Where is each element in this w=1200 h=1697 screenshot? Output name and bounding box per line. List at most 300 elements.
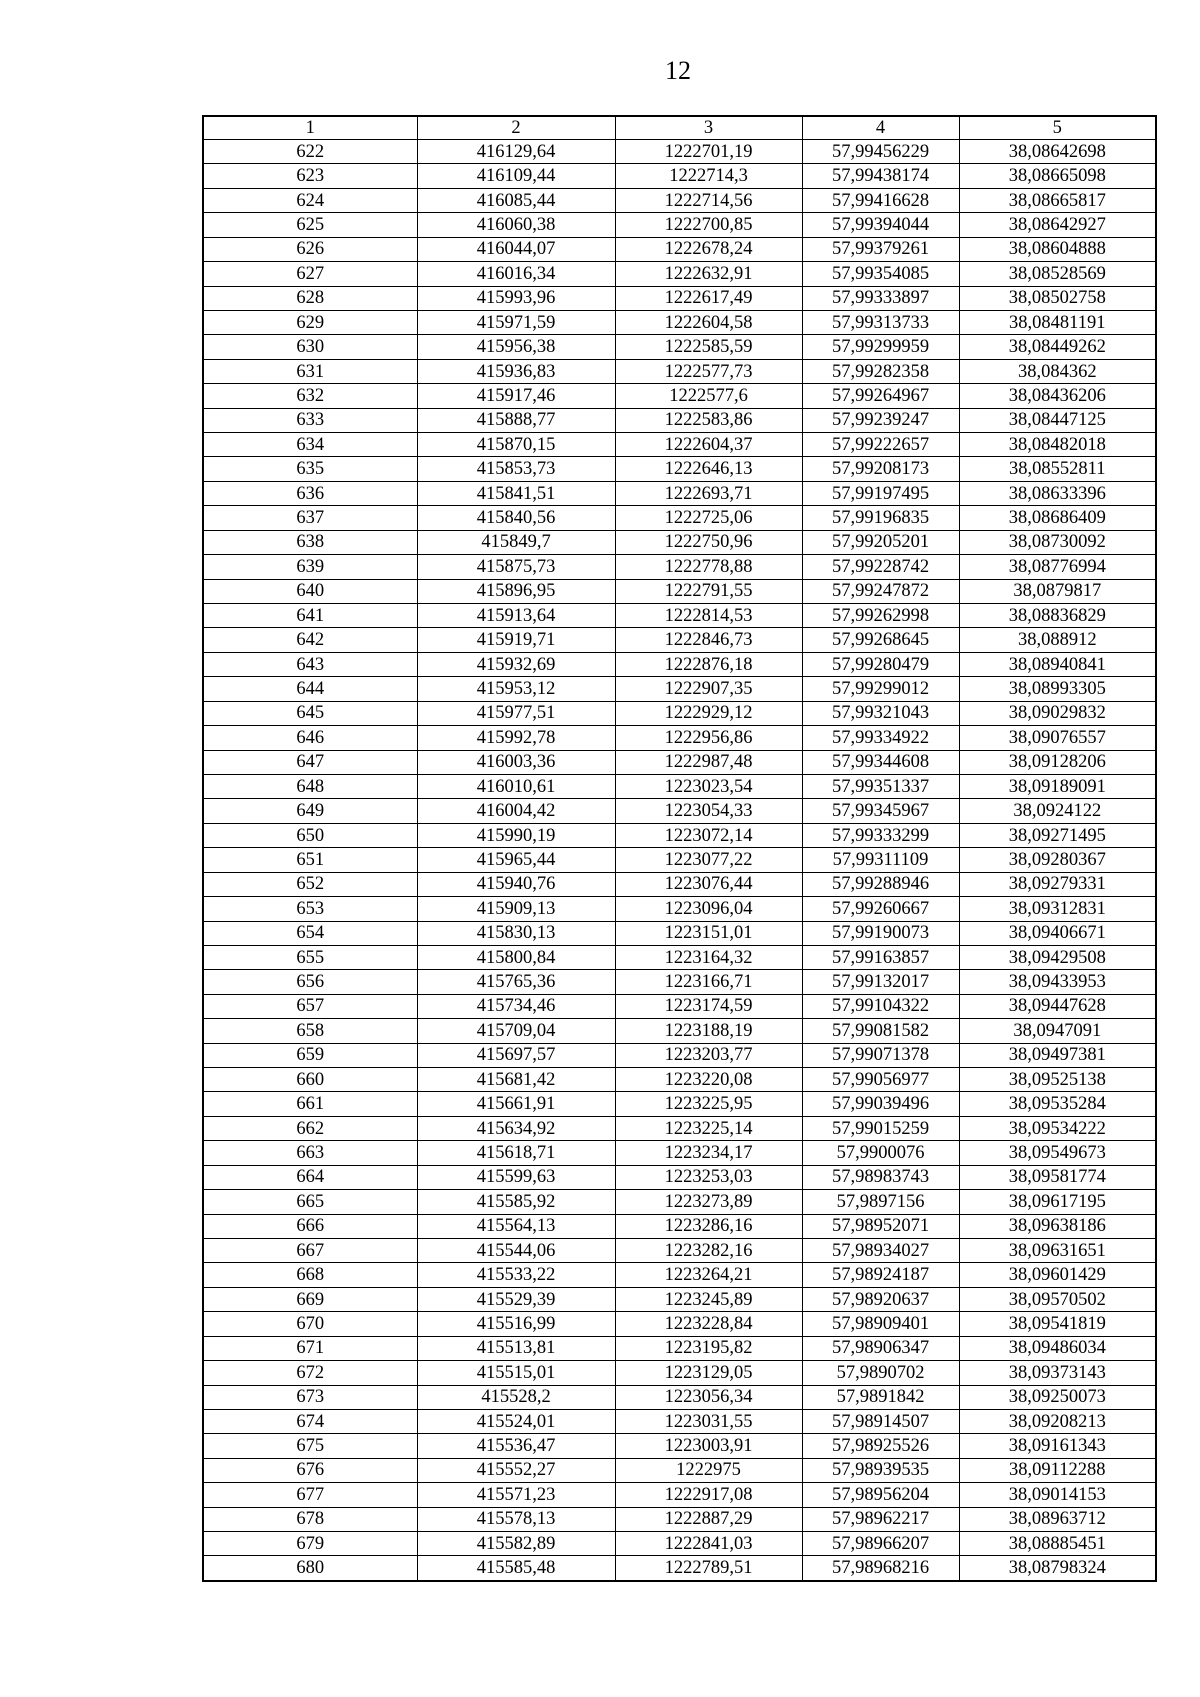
table-cell: 1222714,56 — [615, 188, 802, 212]
table-row — [203, 921, 1156, 945]
table-cell: 57,99081582 — [802, 1019, 959, 1043]
table-cell: 641 — [203, 604, 417, 628]
table-cell: 415956,38 — [417, 335, 615, 359]
table-cell: 38,09570502 — [959, 1287, 1156, 1311]
table-cell: 1223228,84 — [615, 1312, 802, 1336]
table-cell: 415585,92 — [417, 1190, 615, 1214]
table-row — [203, 188, 1156, 212]
table-cell: 415841,51 — [417, 481, 615, 505]
table-cell: 415849,7 — [417, 530, 615, 554]
table-row — [203, 164, 1156, 188]
table-cell: 671 — [203, 1336, 417, 1360]
table-cell: 1223188,19 — [615, 1019, 802, 1043]
table-cell: 38,09208213 — [959, 1409, 1156, 1433]
table-row — [203, 530, 1156, 554]
table-row — [203, 994, 1156, 1018]
table-cell: 1223245,89 — [615, 1287, 802, 1311]
table-cell: 1222585,59 — [615, 335, 802, 359]
table-cell: 678 — [203, 1507, 417, 1531]
table-cell: 57,98920637 — [802, 1287, 959, 1311]
table-cell: 57,98952071 — [802, 1214, 959, 1238]
table-cell: 1223174,59 — [615, 994, 802, 1018]
table-cell: 642 — [203, 628, 417, 652]
table-cell: 38,09076557 — [959, 726, 1156, 750]
table-cell: 57,99132017 — [802, 970, 959, 994]
table-cell: 57,99264967 — [802, 384, 959, 408]
table-cell: 38,08604888 — [959, 237, 1156, 261]
table-row — [203, 1068, 1156, 1092]
table-cell: 1222678,24 — [615, 237, 802, 261]
table-cell: 680 — [203, 1556, 417, 1581]
table-cell: 38,09631651 — [959, 1238, 1156, 1262]
table-cell: 38,09581774 — [959, 1165, 1156, 1189]
table-cell: 57,99416628 — [802, 188, 959, 212]
table-cell: 415681,42 — [417, 1068, 615, 1092]
table-row — [203, 1043, 1156, 1067]
table-cell: 415917,46 — [417, 384, 615, 408]
table-cell: 646 — [203, 726, 417, 750]
table-cell: 38,09189091 — [959, 774, 1156, 798]
table-cell: 38,088912 — [959, 628, 1156, 652]
table-cell: 655 — [203, 945, 417, 969]
table-cell: 416060,38 — [417, 213, 615, 237]
table-cell: 1222693,71 — [615, 481, 802, 505]
table-row — [203, 604, 1156, 628]
table-cell: 1222778,88 — [615, 555, 802, 579]
table-cell: 1222700,85 — [615, 213, 802, 237]
table-cell: 668 — [203, 1263, 417, 1287]
table-row — [203, 701, 1156, 725]
table-cell: 57,98924187 — [802, 1263, 959, 1287]
table-cell: 38,09638186 — [959, 1214, 1156, 1238]
table-cell: 673 — [203, 1385, 417, 1409]
table-cell: 416109,44 — [417, 164, 615, 188]
table-cell: 38,08993305 — [959, 677, 1156, 701]
table-cell: 57,99056977 — [802, 1068, 959, 1092]
page-number: 12 — [665, 56, 691, 85]
table-cell: 1222577,6 — [615, 384, 802, 408]
table-cell: 676 — [203, 1458, 417, 1482]
table-cell: 57,98956204 — [802, 1483, 959, 1507]
table-cell: 632 — [203, 384, 417, 408]
table-cell: 416003,36 — [417, 750, 615, 774]
table-cell: 1223225,14 — [615, 1116, 802, 1140]
table-cell: 57,99268645 — [802, 628, 959, 652]
table-cell: 660 — [203, 1068, 417, 1092]
table-row — [203, 140, 1156, 164]
table-cell: 38,084362 — [959, 359, 1156, 383]
table-cell: 1223166,71 — [615, 970, 802, 994]
table-row — [203, 726, 1156, 750]
table-cell: 415800,84 — [417, 945, 615, 969]
table-cell: 415618,71 — [417, 1141, 615, 1165]
table-cell: 633 — [203, 408, 417, 432]
table-cell: 640 — [203, 579, 417, 603]
table-cell: 415524,01 — [417, 1409, 615, 1433]
table-cell: 637 — [203, 506, 417, 530]
table-cell: 38,08552811 — [959, 457, 1156, 481]
table-cell: 38,09525138 — [959, 1068, 1156, 1092]
table-cell: 664 — [203, 1165, 417, 1189]
table-cell: 415765,36 — [417, 970, 615, 994]
table-cell: 1223151,01 — [615, 921, 802, 945]
table-row — [203, 872, 1156, 896]
table-cell: 57,99260667 — [802, 897, 959, 921]
table-cell: 1222725,06 — [615, 506, 802, 530]
table-cell: 57,99333897 — [802, 286, 959, 310]
table-cell: 38,08730092 — [959, 530, 1156, 554]
table-cell: 415853,73 — [417, 457, 615, 481]
table-cell: 1222814,53 — [615, 604, 802, 628]
table-cell: 415513,81 — [417, 1336, 615, 1360]
column-header: 2 — [417, 116, 615, 140]
table-cell: 57,98909401 — [802, 1312, 959, 1336]
table-cell: 657 — [203, 994, 417, 1018]
table-cell: 625 — [203, 213, 417, 237]
table-cell: 656 — [203, 970, 417, 994]
table-cell: 1222789,51 — [615, 1556, 802, 1581]
table-cell: 415840,56 — [417, 506, 615, 530]
table-cell: 1223234,17 — [615, 1141, 802, 1165]
table-cell: 38,08502758 — [959, 286, 1156, 310]
table-cell: 415940,76 — [417, 872, 615, 896]
table-cell: 627 — [203, 262, 417, 286]
table-cell: 415516,99 — [417, 1312, 615, 1336]
table-cell: 1223072,14 — [615, 823, 802, 847]
table-cell: 415552,27 — [417, 1458, 615, 1482]
table-row — [203, 1116, 1156, 1140]
table-row — [203, 579, 1156, 603]
table-cell: 415709,04 — [417, 1019, 615, 1043]
table-cell: 1223282,16 — [615, 1238, 802, 1262]
column-header: 4 — [802, 116, 959, 140]
table-cell: 57,99288946 — [802, 872, 959, 896]
table-cell: 416010,61 — [417, 774, 615, 798]
table-cell: 1223286,16 — [615, 1214, 802, 1238]
table-cell: 415830,13 — [417, 921, 615, 945]
table-cell: 57,99262998 — [802, 604, 959, 628]
table-cell: 38,09128206 — [959, 750, 1156, 774]
table-cell: 38,09535284 — [959, 1092, 1156, 1116]
table-cell: 669 — [203, 1287, 417, 1311]
table-body — [203, 116, 1156, 1581]
table-cell: 634 — [203, 433, 417, 457]
table-row — [203, 1019, 1156, 1043]
table-cell: 415661,91 — [417, 1092, 615, 1116]
table-cell: 1222987,48 — [615, 750, 802, 774]
table-cell: 57,99344608 — [802, 750, 959, 774]
table-cell: 415585,48 — [417, 1556, 615, 1581]
table-cell: 38,08836829 — [959, 604, 1156, 628]
table-cell: 57,99456229 — [802, 140, 959, 164]
table-cell: 1222876,18 — [615, 652, 802, 676]
table-cell: 38,08482018 — [959, 433, 1156, 457]
table-row — [203, 628, 1156, 652]
table-cell: 415936,83 — [417, 359, 615, 383]
table-cell: 38,08528569 — [959, 262, 1156, 286]
table-cell: 415564,13 — [417, 1214, 615, 1238]
table-cell: 57,99104322 — [802, 994, 959, 1018]
table-row — [203, 213, 1156, 237]
table-cell: 415993,96 — [417, 286, 615, 310]
table-cell: 635 — [203, 457, 417, 481]
table-cell: 38,08665098 — [959, 164, 1156, 188]
table-cell: 415578,13 — [417, 1507, 615, 1531]
table-row — [203, 237, 1156, 261]
table-cell: 57,99205201 — [802, 530, 959, 554]
table-cell: 1222583,86 — [615, 408, 802, 432]
table-cell: 57,99190073 — [802, 921, 959, 945]
table-cell: 1222577,73 — [615, 359, 802, 383]
table-cell: 57,99282358 — [802, 359, 959, 383]
table-cell: 679 — [203, 1532, 417, 1556]
table-cell: 57,99351337 — [802, 774, 959, 798]
table-cell: 415990,19 — [417, 823, 615, 847]
table-row — [203, 1434, 1156, 1458]
table-cell: 1223220,08 — [615, 1068, 802, 1092]
table-row — [203, 1409, 1156, 1433]
table-cell: 57,99333299 — [802, 823, 959, 847]
table-cell: 38,08665817 — [959, 188, 1156, 212]
table-cell: 38,09541819 — [959, 1312, 1156, 1336]
table-row — [203, 1556, 1156, 1581]
table-cell: 57,99228742 — [802, 555, 959, 579]
table-cell: 1222975 — [615, 1458, 802, 1482]
table-cell: 57,98962217 — [802, 1507, 959, 1531]
table-cell: 1222907,35 — [615, 677, 802, 701]
table-cell: 1222956,86 — [615, 726, 802, 750]
table-cell: 415932,69 — [417, 652, 615, 676]
table-cell: 1223264,21 — [615, 1263, 802, 1287]
table-cell: 38,09280367 — [959, 848, 1156, 872]
table-cell: 416129,64 — [417, 140, 615, 164]
table-cell: 1222646,13 — [615, 457, 802, 481]
table-cell: 663 — [203, 1141, 417, 1165]
table-cell: 415528,2 — [417, 1385, 615, 1409]
table-cell: 38,08940841 — [959, 652, 1156, 676]
table-row — [203, 457, 1156, 481]
table-cell: 670 — [203, 1312, 417, 1336]
table-cell: 57,99299012 — [802, 677, 959, 701]
table-row — [203, 945, 1156, 969]
table-row — [203, 897, 1156, 921]
table-cell: 650 — [203, 823, 417, 847]
table-cell: 661 — [203, 1092, 417, 1116]
table-cell: 1222604,37 — [615, 433, 802, 457]
table-cell: 38,09112288 — [959, 1458, 1156, 1482]
table-cell: 38,08481191 — [959, 310, 1156, 334]
table-cell: 415697,57 — [417, 1043, 615, 1067]
table-cell: 658 — [203, 1019, 417, 1043]
table-cell: 38,08798324 — [959, 1556, 1156, 1581]
table-cell: 1223076,44 — [615, 872, 802, 896]
table-row — [203, 1312, 1156, 1336]
table-cell: 416044,07 — [417, 237, 615, 261]
table-cell: 630 — [203, 335, 417, 359]
table-cell: 1222701,19 — [615, 140, 802, 164]
table-row — [203, 408, 1156, 432]
table-cell: 415992,78 — [417, 726, 615, 750]
table-cell: 415971,59 — [417, 310, 615, 334]
table-cell: 1222714,3 — [615, 164, 802, 188]
table-cell: 38,08436206 — [959, 384, 1156, 408]
table-cell: 1222617,49 — [615, 286, 802, 310]
table-cell: 636 — [203, 481, 417, 505]
table-cell: 57,98968216 — [802, 1556, 959, 1581]
table-cell: 57,99313733 — [802, 310, 959, 334]
table-cell: 1223225,95 — [615, 1092, 802, 1116]
table-cell: 415913,64 — [417, 604, 615, 628]
table-cell: 1222929,12 — [615, 701, 802, 725]
table-cell: 675 — [203, 1434, 417, 1458]
table-cell: 674 — [203, 1409, 417, 1433]
table-cell: 1223129,05 — [615, 1361, 802, 1385]
table-cell: 38,09486034 — [959, 1336, 1156, 1360]
table-cell: 57,99345967 — [802, 799, 959, 823]
table-cell: 38,09549673 — [959, 1141, 1156, 1165]
table-cell: 652 — [203, 872, 417, 896]
table-cell: 1223031,55 — [615, 1409, 802, 1433]
table-cell: 415634,92 — [417, 1116, 615, 1140]
table-cell: 57,98925526 — [802, 1434, 959, 1458]
table-cell: 665 — [203, 1190, 417, 1214]
table-cell: 639 — [203, 555, 417, 579]
table-cell: 1223164,32 — [615, 945, 802, 969]
table-row — [203, 1458, 1156, 1482]
table-cell: 57,9890702 — [802, 1361, 959, 1385]
table-cell: 57,98983743 — [802, 1165, 959, 1189]
table-cell: 57,99163857 — [802, 945, 959, 969]
table-cell: 57,9897156 — [802, 1190, 959, 1214]
table-cell: 1222750,96 — [615, 530, 802, 554]
table-cell: 666 — [203, 1214, 417, 1238]
table-cell: 38,08963712 — [959, 1507, 1156, 1531]
table-cell: 631 — [203, 359, 417, 383]
table-cell: 38,08642927 — [959, 213, 1156, 237]
table-cell: 57,9900076 — [802, 1141, 959, 1165]
table-row — [203, 677, 1156, 701]
table-cell: 662 — [203, 1116, 417, 1140]
table-cell: 57,98966207 — [802, 1532, 959, 1556]
table-cell: 1222604,58 — [615, 310, 802, 334]
table-cell: 667 — [203, 1238, 417, 1262]
table-cell: 415544,06 — [417, 1238, 615, 1262]
table-cell: 415536,47 — [417, 1434, 615, 1458]
table-row — [203, 799, 1156, 823]
table-cell: 677 — [203, 1483, 417, 1507]
table-cell: 57,98906347 — [802, 1336, 959, 1360]
table-cell: 649 — [203, 799, 417, 823]
table-row — [203, 286, 1156, 310]
table-cell: 415953,12 — [417, 677, 615, 701]
table-row — [203, 359, 1156, 383]
table-cell: 1223077,22 — [615, 848, 802, 872]
table-cell: 57,99394044 — [802, 213, 959, 237]
table-cell: 57,99311109 — [802, 848, 959, 872]
table-cell: 57,99015259 — [802, 1116, 959, 1140]
table-cell: 415896,95 — [417, 579, 615, 603]
table-cell: 38,08642698 — [959, 140, 1156, 164]
table-row — [203, 310, 1156, 334]
table-row — [203, 1092, 1156, 1116]
table-cell: 629 — [203, 310, 417, 334]
table-cell: 57,99247872 — [802, 579, 959, 603]
table-row — [203, 481, 1156, 505]
table-cell: 38,09271495 — [959, 823, 1156, 847]
column-header: 1 — [203, 116, 417, 140]
table-cell: 1223003,91 — [615, 1434, 802, 1458]
table-cell: 38,08447125 — [959, 408, 1156, 432]
table-cell: 38,09447628 — [959, 994, 1156, 1018]
table-cell: 57,99071378 — [802, 1043, 959, 1067]
table-cell: 57,99280479 — [802, 652, 959, 676]
table-cell: 38,09497381 — [959, 1043, 1156, 1067]
table-cell: 415533,22 — [417, 1263, 615, 1287]
table-cell: 38,08686409 — [959, 506, 1156, 530]
table-cell: 1222632,91 — [615, 262, 802, 286]
table-cell: 57,9891842 — [802, 1385, 959, 1409]
table-cell: 623 — [203, 164, 417, 188]
table-cell: 644 — [203, 677, 417, 701]
table-cell: 38,09406671 — [959, 921, 1156, 945]
table-cell: 57,98934027 — [802, 1238, 959, 1262]
table-cell: 57,99379261 — [802, 237, 959, 261]
table-row — [203, 1507, 1156, 1531]
table-row — [203, 1190, 1156, 1214]
table-row — [203, 774, 1156, 798]
table-cell: 648 — [203, 774, 417, 798]
table-cell: 415571,23 — [417, 1483, 615, 1507]
table-cell: 57,99208173 — [802, 457, 959, 481]
table-cell: 622 — [203, 140, 417, 164]
table-cell: 415599,63 — [417, 1165, 615, 1189]
column-header: 5 — [959, 116, 1156, 140]
table-row — [203, 384, 1156, 408]
table-cell: 38,09014153 — [959, 1483, 1156, 1507]
table-cell: 57,98939535 — [802, 1458, 959, 1482]
table-cell: 415909,13 — [417, 897, 615, 921]
table-row — [203, 1141, 1156, 1165]
table-cell: 1222841,03 — [615, 1532, 802, 1556]
table-cell: 38,0947091 — [959, 1019, 1156, 1043]
table-row — [203, 970, 1156, 994]
table-cell: 415977,51 — [417, 701, 615, 725]
table-cell: 659 — [203, 1043, 417, 1067]
table-cell: 1223096,04 — [615, 897, 802, 921]
table-cell: 415582,89 — [417, 1532, 615, 1556]
table-row — [203, 848, 1156, 872]
table-row — [203, 262, 1156, 286]
table-cell: 626 — [203, 237, 417, 261]
table-cell: 654 — [203, 921, 417, 945]
column-header: 3 — [615, 116, 802, 140]
table-cell: 415965,44 — [417, 848, 615, 872]
table-cell: 638 — [203, 530, 417, 554]
table-cell: 57,98914507 — [802, 1409, 959, 1433]
table-cell: 57,99321043 — [802, 701, 959, 725]
table-cell: 38,09312831 — [959, 897, 1156, 921]
table-cell: 672 — [203, 1361, 417, 1385]
table-row — [203, 1214, 1156, 1238]
table-cell: 38,09279331 — [959, 872, 1156, 896]
table-cell: 57,99222657 — [802, 433, 959, 457]
table-cell: 57,99438174 — [802, 164, 959, 188]
table-row — [203, 823, 1156, 847]
table-cell: 1222791,55 — [615, 579, 802, 603]
table-cell: 38,0924122 — [959, 799, 1156, 823]
table-cell: 415515,01 — [417, 1361, 615, 1385]
table-cell: 1223023,54 — [615, 774, 802, 798]
